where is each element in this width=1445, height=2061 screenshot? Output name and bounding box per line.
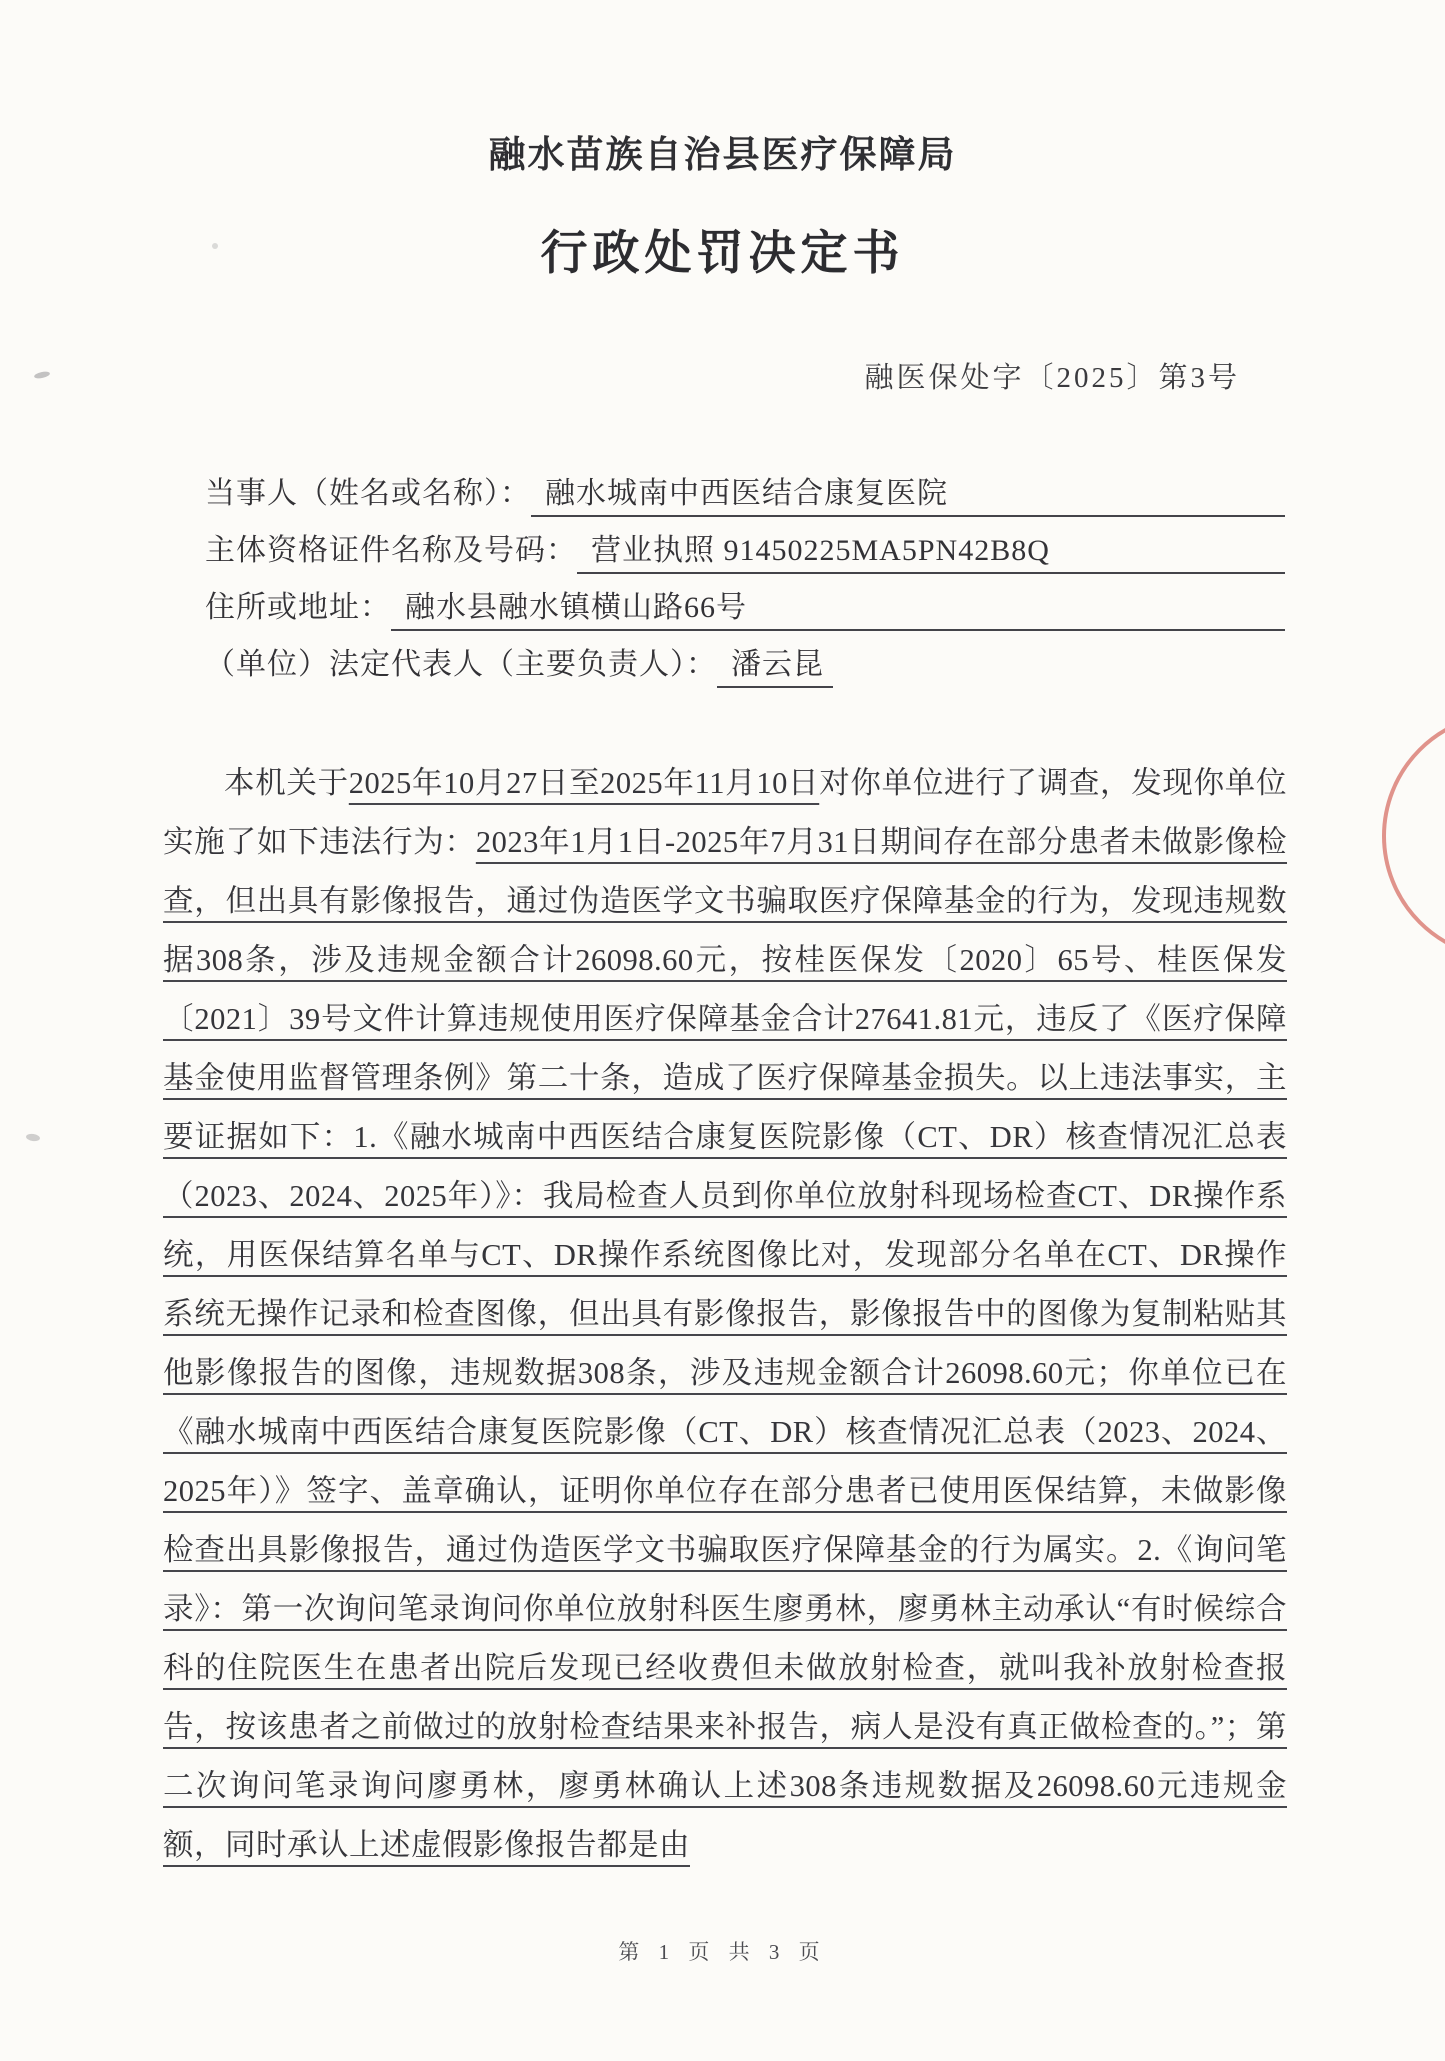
field-party-name — [205, 468, 1285, 525]
body-investigation-dates: 2025年10月27日至2025年11月10日 — [348, 766, 820, 800]
document-number: 融医保处字〔2025〕第3号 — [864, 362, 1240, 394]
body-intro-text: 本机关于 — [224, 766, 349, 800]
page-number-footer: 第 1 页 共 3 页 — [618, 1940, 827, 1964]
field-address — [205, 582, 1285, 639]
body-mid-text: 对你单位进行了调查，发现你单位实施了如下违法行为： — [163, 766, 1287, 859]
field-party-name-label: 当事人（姓名或名称）： — [205, 477, 531, 510]
field-party-name-value: 融水城南中西医结合康复医院 — [531, 468, 1285, 517]
document-title: 行政处罚决定书 — [540, 228, 905, 280]
field-legal-representative-label: （单位）法定代表人（主要负责人）： — [205, 648, 717, 681]
body-findings-text: 2023年1月1日-2025年7月31日期间存在部分患者未做影像检查，但出具有影像报告，通过伪造医学文书骗取医疗保障基金的行为，发现违规数据308条，涉及违规金额合计26098.60元，按桂医保发〔2020〕65号、桂医保发〔2021〕39号文件计算违规使用医疗保障基金合计27641.81元，违反了《医疗保障基金使用监督管理条例》第二十条，造成了医疗保障基金损失。以上违法事实，主要证据如下：1.《融水城南中西医结合康复医院影像（CT、DR）核查情况汇总表（2023、2024、2025年）》：我局检查人员到你单位放射科现场检查CT、DR操作系统，用医保结算名单与CT、DR操作系统图像比对，发现部分名单在CT、DR操作系统无操作记录和检查图像，但出具有影像报告，影像报告中的图像为复制粘贴其他影像报告的图像，违规数据308条，涉及违规金额合计26098.60元；你单位已在《融水城南中西医结合康复医院影像（CT、DR）核查情况汇总表（2023、2024、2025年）》签字、盖章确认，证明你单位存在部分患者已使用医保结算，未做影像检查出具影像报告，通过伪造医学文书骗取医疗保障基金的行为属实。2.《询问笔录》：第一次询问笔录询问你单位放射科医生廖勇林，廖勇林主动承认“有时候综合科的住院医生在患者出院后发现已经收费但未做放射检查，就叫我补放射检查报告，按该患者之前做过的放射检查结果来补报告，病人是没有真正做检查的。”；第二次询问笔录询问廖勇林，廖勇林确认上述308条违规数据及26098.60元违规金额，同时承认上述虚假影像报告都是由 — [163, 825, 1288, 1862]
field-credential-number-label: 主体资格证件名称及号码： — [205, 534, 577, 567]
red-seal-edge-icon — [1382, 712, 1445, 960]
field-address-value: 融水县融水镇横山路66号 — [391, 582, 1285, 631]
scan-artifact — [26, 1133, 41, 1142]
decision-body-paragraph — [163, 754, 1287, 1875]
field-legal-representative — [205, 639, 1285, 696]
field-address-label: 住所或地址： — [205, 591, 391, 624]
party-info-section — [205, 468, 1285, 696]
issuing-agency-title: 融水苗族自治县医疗保障局 — [488, 135, 957, 176]
field-credential-number-value: 营业执照 91450225MA5PN42B8Q — [577, 525, 1285, 574]
scan-artifact — [212, 243, 218, 249]
field-legal-representative-value: 潘云昆 — [717, 639, 833, 688]
field-credential-number — [205, 525, 1285, 582]
